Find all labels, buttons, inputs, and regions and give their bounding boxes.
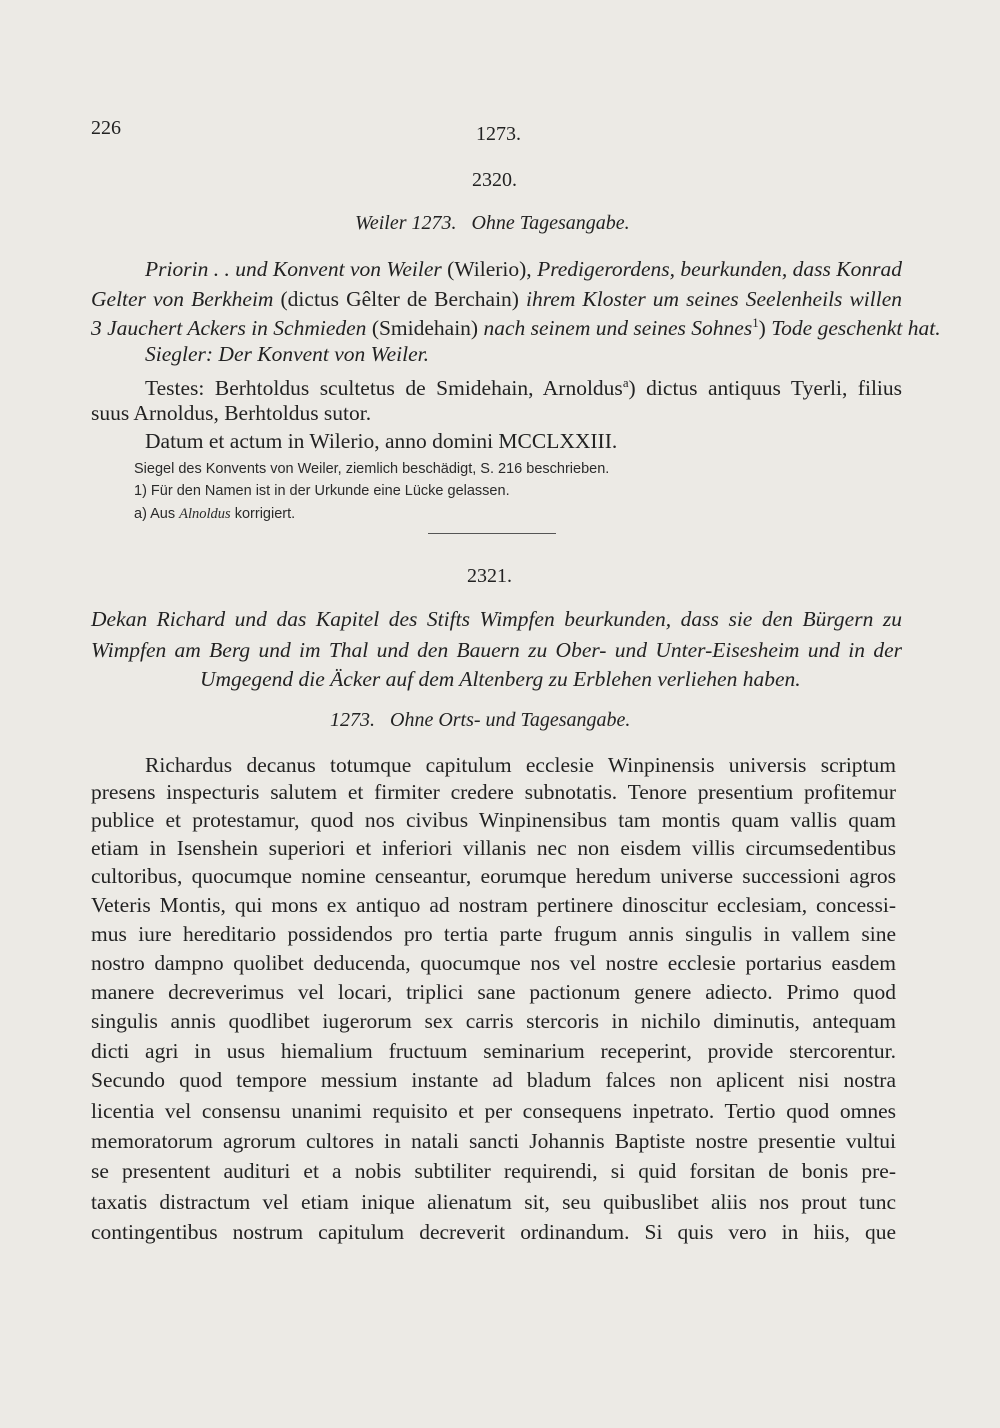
body-line: memoratorum agrorum cultores in natali sancti Johannis Baptiste nostre presentie vultui [91,1129,896,1153]
summary-line: Dekan Richard und das Kapitel des Stifts Wimpfen beurkunden, dass sie den Bürgern zu [91,607,902,631]
witnesses-text: Testes: Berhtoldus scultetus de Smidehain, Arnoldus [145,376,623,400]
footnote-marker: a [622,375,629,390]
witnesses-line [145,376,902,401]
summary-italic: nach seinem und seines Sohnes [483,316,753,340]
body-line: publice et protestamur, quod nos civibus Winpinensibus tam montis quam vallis quam [91,808,896,832]
body-line: se presentent audituri et a nobis subtiliter requirendi, si quid forsitan de bonis pre- [91,1159,896,1183]
running-title: 1273. [476,123,521,145]
summary-line [145,257,902,282]
summary-roman: (Smidehain) [371,316,479,340]
seal-note: Siegel des Konvents von Weiler, ziemlich beschädigt, S. 216 beschrieben. [134,461,610,477]
summary-italic: 3 Jauchert Ackers in Schmieden [91,316,367,340]
body-line: Secundo quod tempore messium instante ad bladum falces non aplicent nisi nostra [91,1068,896,1092]
body-line: mus iure hereditario possidendos pro tertia parte frugum annis singulis in vallem sine [91,922,896,946]
summary-line [91,315,941,341]
body-line: singulis annis quodlibet iugerorum sex carris stercoris in nichilo diminutis, antequam [91,1009,896,1033]
body-line: nostro dampno quolibet deducenda, quocumque nos vel nostre ecclesie portarius easdem [91,951,896,975]
body-line: contingentibus nostrum capitulum decreverit ordinandum. Si quis vero in hiis, que [91,1220,896,1244]
body-line: dicti agri in usus hiemalium fructuum seminarium receperint, provide stercorentur. [91,1039,896,1063]
summary-italic: ihrem Kloster um seines Seelenheils willen [526,287,903,311]
summary-italic: Predigerordens, beurkunden, dass Konrad [537,257,903,281]
summary-italic: Priorin . . und Konvent von Weiler [145,257,442,281]
witnesses-line: suus Arnoldus, Berhtoldus sutor. [91,401,372,425]
witnesses-text: ) dictus antiquus Tyerli, filius [628,376,903,400]
body-line: licentia vel consensu unanimi requisito et per consequens inpetrato. Tertio quod omnes [91,1099,896,1123]
body-line: Richardus decanus totumque capitulum ecclesie Winpinensis universis scriptum [145,753,896,777]
summary-line: Umgegend die Äcker auf dem Altenberg zu Erblehen verliehen haben. [200,667,801,691]
page-number: 226 [91,117,121,139]
document-number: 2320. [472,169,517,191]
footnote [134,507,295,522]
summary-italic: Tode geschenkt hat. [771,316,941,340]
body-line: manere decreverimus vel locari, triplici sane pactionum genere adiecto. Primo quod [91,980,896,1004]
summary-italic: Gelter von Berkheim [91,287,274,311]
body-line: Veteris Montis, qui mons ex antiquo ad nostram pertinere dinoscitur ecclesiam, concessi- [91,893,896,917]
document-heading: 1273. Ohne Orts- und Tagesangabe. [330,709,631,731]
footnote-text: a) Aus [134,506,176,522]
body-line: cultoribus, quocumque nomine censeantur, eorumque heredum universe successioni agros [91,864,896,888]
footnote: 1) Für den Namen ist in der Urkunde eine Lücke gelassen. [134,483,510,499]
body-line: etiam in Isenshein superiori et inferiori villanis nec non eisdem villis circumsedentibus [91,836,896,860]
document-heading: Weiler 1273. Ohne Tagesangabe. [355,212,630,234]
summary-roman: (Wilerio), [447,257,532,281]
body-line: taxatis distractum vel etiam inique alienatum sit, seu quibuslibet aliis nos prout tunc [91,1190,896,1214]
summary-roman: (dictus Gêlter de Berchain) [280,287,519,311]
section-divider [428,533,556,534]
document-number: 2321. [467,565,512,587]
datum-line: Datum et actum in Wilerio, anno domini MCCLXXIII. [145,429,618,453]
body-line: presens inspecturis salutem et firmiter credere subnotatis. Tenore presentium profitemur [91,780,896,804]
footnote-text: korrigiert. [234,506,296,522]
summary-roman: ) [758,316,766,340]
summary-line: Wimpfen am Berg und im Thal und den Bauern zu Ober- und Unter-Eisesheim und in der [91,638,902,662]
footnote-marker: 1 [752,315,759,330]
summary-line [91,287,902,312]
footnote-italic: Alnoldus [179,506,231,522]
sealer-line: Siegler: Der Konvent von Weiler. [145,342,430,366]
